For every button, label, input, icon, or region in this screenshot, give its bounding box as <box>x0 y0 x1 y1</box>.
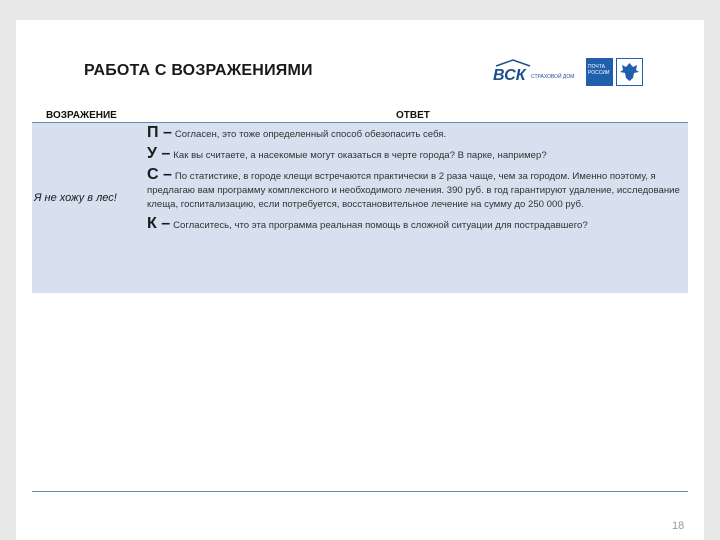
answer-text: По статистике, в городе клещи встречаются практически в 2 раза чаще, чем за городом. Именно поэтому, я предлагаю вам программу комплексного и необходимого лечения. 390 руб. в год гарантируют удаление, исследование клеща, госпитализацию, если потребуется, восстановительное лечение на сумму до 250 000 руб. <box>147 171 680 210</box>
objection-text: Я не хожу в лес! <box>34 192 117 204</box>
answer-item-k <box>147 217 687 233</box>
answer-text: Как вы считаете, а насекомые могут оказаться в черте города? В парке, например? <box>173 150 547 161</box>
slide <box>16 20 704 540</box>
eagle-emblem-icon <box>616 58 643 86</box>
vsk-logo-mark: ВСК <box>493 67 526 84</box>
answer-letter: К – <box>147 215 171 232</box>
vsk-roof-icon <box>495 59 531 67</box>
answer-text: Согласен, это тоже определенный способ обезопасить себя. <box>174 129 447 140</box>
answer-item-p <box>147 126 687 142</box>
answer-letter: С – <box>147 166 172 183</box>
answer-text: Согласитесь, что эта программа реальная помощь в сложной ситуации для пострадавшего? <box>173 220 588 231</box>
post-logo-line-1: ПОЧТА <box>588 64 605 70</box>
vsk-logo-subtitle: СТРАХОВОЙ ДОМ <box>531 74 575 80</box>
post-logo-line-2: РОССИИ <box>588 70 610 76</box>
column-header-objection: ВОЗРАЖЕНИЕ <box>46 110 117 121</box>
answer-item-s <box>147 168 687 212</box>
page-number: 18 <box>672 520 685 532</box>
vsk-logo <box>493 64 575 86</box>
answer-letter: П – <box>147 124 172 141</box>
footer-divider <box>32 491 688 492</box>
answer-list <box>147 126 687 238</box>
slide-title: РАБОТА С ВОЗРАЖЕНИЯМИ <box>84 62 313 79</box>
eagle-shape-icon <box>617 59 642 85</box>
russian-post-logo <box>586 58 613 86</box>
answer-letter: У – <box>147 145 171 162</box>
answer-item-u <box>147 147 687 163</box>
column-header-answer: ОТВЕТ <box>396 110 430 121</box>
